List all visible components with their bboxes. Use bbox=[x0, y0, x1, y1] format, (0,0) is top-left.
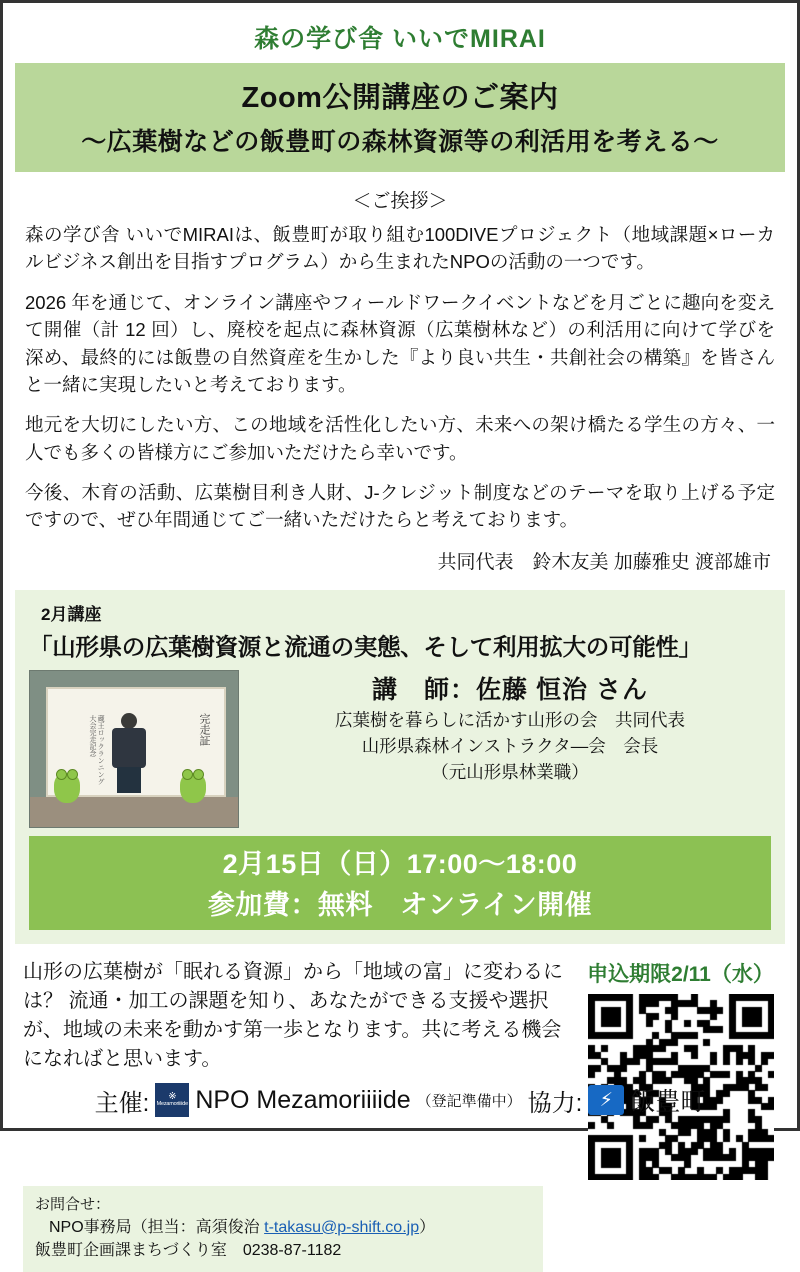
signature-line: 共同代表 鈴木友美 加藤雅史 渡部雄市 bbox=[437, 551, 771, 573]
person-legs bbox=[117, 767, 141, 793]
contact-email-link[interactable]: t-takasu@p-shift.co.jp bbox=[264, 1218, 420, 1236]
contact-box bbox=[23, 1186, 543, 1272]
greeting-paragraph-1: 森の学び舎 いいでMIRAIは、飯豊町が取り組む100DIVEプロジェクト（地域課題×ローカルビジネス創出を目指すプログラム）から生まれたNPOの活動の一つです。 bbox=[25, 224, 775, 273]
lecturer-info bbox=[239, 670, 771, 828]
iide-town-name: 飯豊町 bbox=[630, 1088, 706, 1116]
lecturer-affiliation-3: （元山形県林業職） bbox=[431, 761, 589, 782]
lecturer-affiliation-2: 山形県森林インストラクタ―会 会長 bbox=[361, 735, 659, 756]
mascot-frog-left bbox=[54, 773, 80, 803]
lecture-month-label: 2月講座 bbox=[41, 604, 102, 624]
greeting-body bbox=[25, 221, 775, 534]
flyer-subtitle: ～広葉樹などの飯豊町の森林資源等の利活用を考える～ bbox=[81, 128, 719, 156]
contact-line-2: 飯豊町企画課まちづくり室 0238-87-1182 bbox=[35, 1241, 342, 1259]
npo-note: （登記準備中） bbox=[416, 1092, 522, 1110]
footer bbox=[3, 1082, 797, 1118]
frog-eye-left bbox=[56, 769, 67, 780]
lower-section bbox=[23, 958, 783, 1180]
person-body bbox=[112, 728, 146, 768]
iide-town-logo-icon: ⚡ bbox=[588, 1085, 624, 1115]
description-text: 山形の広葉樹が「眠れる資源」から「地域の富」に変わるには？ 流通・加工の課題を知り、あなたができる支援や選択が、地域の未来を動かす第一歩となります。共に考える機会になればと思います。 bbox=[23, 960, 563, 1070]
datetime-band bbox=[29, 836, 771, 930]
contact-office-text: NPO事務局（担当：高須俊治 bbox=[49, 1218, 265, 1236]
lecturer-name: 講 師：佐藤 恒治 さん bbox=[372, 675, 648, 704]
contact-paren-close: ） bbox=[419, 1218, 436, 1236]
lecture-row bbox=[29, 670, 771, 828]
flyer-title: Zoom公開講座のご案内 bbox=[241, 82, 559, 114]
lecturer-photo bbox=[29, 670, 239, 828]
npo-name: NPO Mezamoriiiide bbox=[195, 1085, 411, 1114]
person-head bbox=[121, 713, 137, 729]
frog-eye-right bbox=[193, 769, 204, 780]
greeting-paragraph-3: 地元を大切にしたい方、この地域を活性化したい方、未来への架け橋たる学生の方々、一人でも多くの皆様方にご参加いただけたら幸いです。 bbox=[25, 414, 775, 463]
contact-label: お問合せ： bbox=[35, 1195, 111, 1213]
mascot-frog-right bbox=[180, 773, 206, 803]
npo-logo-mark: ※ bbox=[168, 1091, 177, 1103]
certificate-title-text: 完走証 bbox=[198, 712, 210, 746]
greeting-paragraph-2: 2026 年を通じて、オンライン講座やフィールドワークイベントなどを月ごとに趣向を変えて開催（計 12 回）し、廃校を起点に森林資源（広葉樹林など）の利活用に向けて学びを深め、最終的には飯豊の自然資産を生かした『より良い共生・共創社会の構築』を皆さんと一緒に実現したいと考えております。 bbox=[25, 291, 775, 395]
frog-eye-right bbox=[67, 769, 78, 780]
organization-title: 森の学び舎 いいでMIRAI bbox=[254, 25, 546, 53]
title-band bbox=[15, 63, 785, 172]
lecture-panel bbox=[15, 590, 785, 944]
cooperation-label: 協力: bbox=[527, 1089, 583, 1117]
contact-line-1 bbox=[49, 1216, 531, 1239]
event-datetime: 2月15日（日）17:00～18:00 bbox=[222, 848, 578, 879]
qr-column bbox=[578, 958, 783, 1180]
lecturer-affiliation-1: 広葉樹を暮らしに活かす山形の会 共同代表 bbox=[335, 709, 685, 730]
greeting-label: ＜ご挨拶＞ bbox=[352, 191, 448, 212]
photo-person bbox=[108, 713, 150, 791]
certificate-body-text: 蔵王ロックランニング大会完走記念 bbox=[89, 714, 105, 785]
npo-logo-icon bbox=[155, 1083, 189, 1117]
npo-logo-text: Mezamoriiiide bbox=[156, 1101, 188, 1108]
host-label: 主催: bbox=[94, 1089, 150, 1117]
frog-eye-left bbox=[182, 769, 193, 780]
greeting-paragraph-4: 今後、木育の活動、広葉樹目利き人財、J-クレジット制度などのテーマを取り上げる予定ですので、ぜひ年間通じてご一緒いただけたらと考えております。 bbox=[25, 482, 775, 531]
application-deadline: 申込期限2/11（水） bbox=[587, 962, 774, 986]
lecture-title: 「山形県の広葉樹資源と流通の実態、そして利用拡大の可能性」 bbox=[29, 633, 702, 660]
event-fee-format: 参加費：無料 オンライン開催 bbox=[207, 889, 593, 920]
